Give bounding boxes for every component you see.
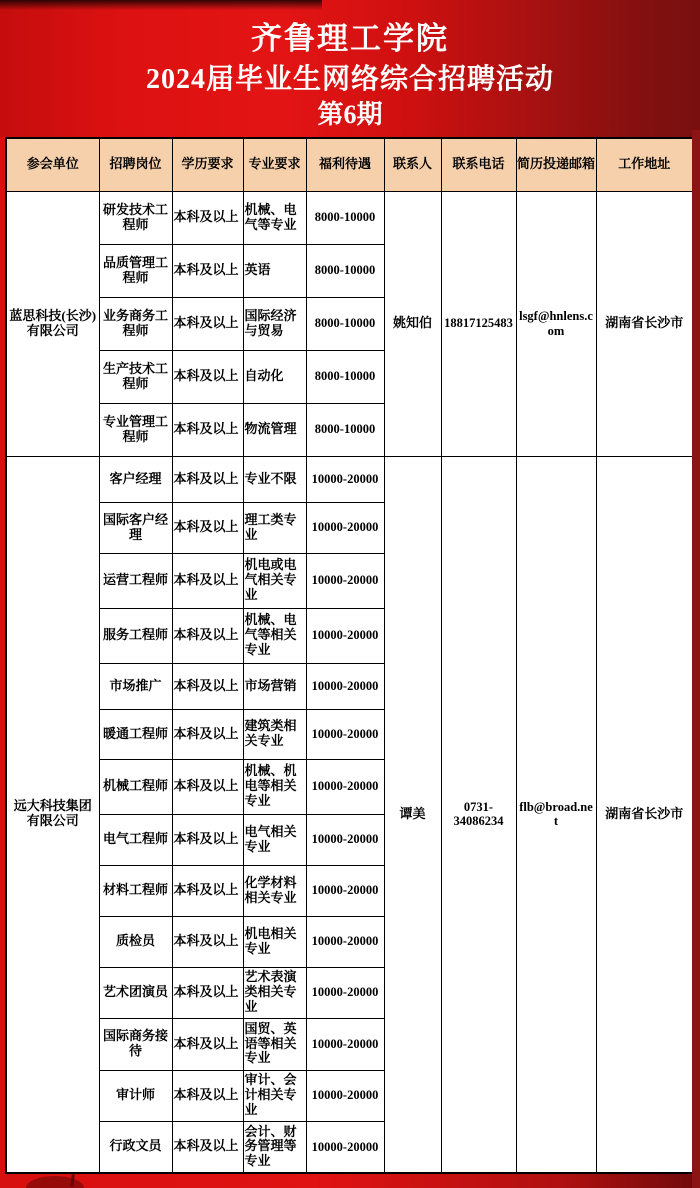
- header-phone: 联系电话: [441, 138, 516, 191]
- major-cell: 英语: [243, 244, 306, 297]
- salary-cell: 10000-20000: [306, 865, 384, 916]
- salary-cell: 10000-20000: [306, 916, 384, 967]
- education-cell: 本科及以上: [172, 191, 243, 244]
- education-cell: 本科及以上: [172, 1070, 243, 1121]
- company-name-cell: 远大科技集团有限公司: [6, 456, 99, 1173]
- salary-cell: 10000-20000: [306, 1070, 384, 1121]
- position-cell: 业务商务工程师: [99, 297, 172, 350]
- major-cell: 理工类专业: [243, 502, 306, 553]
- position-cell: 品质管理工程师: [99, 244, 172, 297]
- education-cell: 本科及以上: [172, 709, 243, 759]
- major-cell: 市场营销: [243, 663, 306, 709]
- major-cell: 艺术表演类相关专业: [243, 967, 306, 1018]
- salary-cell: 8000-10000: [306, 403, 384, 456]
- education-cell: 本科及以上: [172, 663, 243, 709]
- major-cell: 会计、财务管理等专业: [243, 1121, 306, 1173]
- contact-phone-cell: 0731-34086234: [441, 456, 516, 1173]
- header-position: 招聘岗位: [99, 138, 172, 191]
- education-cell: 本科及以上: [172, 244, 243, 297]
- work-address-cell: 湖南省长沙市: [596, 456, 693, 1173]
- salary-cell: 8000-10000: [306, 191, 384, 244]
- major-cell: 电气相关专业: [243, 814, 306, 865]
- major-cell: 机电相关专业: [243, 916, 306, 967]
- position-cell: 客户经理: [99, 456, 172, 502]
- position-cell: 暖通工程师: [99, 709, 172, 759]
- position-cell: 行政文员: [99, 1121, 172, 1173]
- education-cell: 本科及以上: [172, 297, 243, 350]
- salary-cell: 8000-10000: [306, 350, 384, 403]
- major-cell: 化学材料相关专业: [243, 865, 306, 916]
- salary-cell: 10000-20000: [306, 759, 384, 814]
- position-cell: 国际商务接待: [99, 1018, 172, 1070]
- education-cell: 本科及以上: [172, 759, 243, 814]
- salary-cell: 10000-20000: [306, 709, 384, 759]
- position-cell: 机械工程师: [99, 759, 172, 814]
- salary-cell: 8000-10000: [306, 244, 384, 297]
- event-title: 2024届毕业生网络综合招聘活动: [145, 64, 554, 96]
- header-education: 学历要求: [172, 138, 243, 191]
- major-cell: 机械、电气等专业: [243, 191, 306, 244]
- education-cell: 本科及以上: [172, 350, 243, 403]
- header-major: 专业要求: [243, 138, 306, 191]
- company-name-cell: 蓝思科技(长沙)有限公司: [6, 191, 99, 456]
- education-cell: 本科及以上: [172, 608, 243, 663]
- right-edge-strip: [692, 130, 700, 1188]
- event-issue: 第6期: [317, 99, 383, 129]
- salary-cell: 10000-20000: [306, 967, 384, 1018]
- education-cell: 本科及以上: [172, 1121, 243, 1173]
- header-address: 工作地址: [596, 138, 693, 191]
- major-cell: 机电或电气相关专业: [243, 553, 306, 608]
- recruitment-table: [5, 137, 694, 1174]
- major-cell: 物流管理: [243, 403, 306, 456]
- header-contact: 联系人: [384, 138, 441, 191]
- salary-cell: 10000-20000: [306, 553, 384, 608]
- position-cell: 审计师: [99, 1070, 172, 1121]
- education-cell: 本科及以上: [172, 456, 243, 502]
- salary-cell: 10000-20000: [306, 456, 384, 502]
- major-cell: 国际经济与贸易: [243, 297, 306, 350]
- salary-cell: 10000-20000: [306, 1121, 384, 1173]
- salary-cell: 10000-20000: [306, 502, 384, 553]
- position-cell: 艺术团演员: [99, 967, 172, 1018]
- major-cell: 审计、会计相关专业: [243, 1070, 306, 1121]
- education-cell: 本科及以上: [172, 865, 243, 916]
- resume-email-cell: flb@broad.net: [516, 456, 596, 1173]
- position-cell: 市场推广: [99, 663, 172, 709]
- table-row: [6, 191, 693, 244]
- major-cell: 自动化: [243, 350, 306, 403]
- position-cell: 服务工程师: [99, 608, 172, 663]
- position-cell: 质检员: [99, 916, 172, 967]
- major-cell: 机械、机电等相关专业: [243, 759, 306, 814]
- position-cell: 国际客户经理: [99, 502, 172, 553]
- major-cell: 建筑类相关专业: [243, 709, 306, 759]
- education-cell: 本科及以上: [172, 553, 243, 608]
- education-cell: 本科及以上: [172, 916, 243, 967]
- salary-cell: 8000-10000: [306, 297, 384, 350]
- position-cell: 电气工程师: [99, 814, 172, 865]
- education-cell: 本科及以上: [172, 814, 243, 865]
- salary-cell: 10000-20000: [306, 608, 384, 663]
- title-banner: [0, 0, 700, 137]
- header-email: 简历投递邮箱: [516, 138, 596, 191]
- position-cell: 专业管理工程师: [99, 403, 172, 456]
- contact-phone-cell: 18817125483: [441, 191, 516, 456]
- table-header-row: [6, 138, 693, 191]
- table-row: [6, 456, 693, 502]
- salary-cell: 10000-20000: [306, 1018, 384, 1070]
- contact-name-cell: 姚知伯: [384, 191, 441, 456]
- education-cell: 本科及以上: [172, 1018, 243, 1070]
- position-cell: 运营工程师: [99, 553, 172, 608]
- position-cell: 研发技术工程师: [99, 191, 172, 244]
- contact-name-cell: 谭美: [384, 456, 441, 1173]
- education-cell: 本科及以上: [172, 403, 243, 456]
- salary-cell: 10000-20000: [306, 814, 384, 865]
- header-salary: 福利待遇: [306, 138, 384, 191]
- education-cell: 本科及以上: [172, 967, 243, 1018]
- position-cell: 生产技术工程师: [99, 350, 172, 403]
- header-company: 参会单位: [6, 138, 99, 191]
- bottom-left-decoration: [26, 1176, 84, 1188]
- major-cell: 国贸、英语等相关专业: [243, 1018, 306, 1070]
- salary-cell: 10000-20000: [306, 663, 384, 709]
- position-cell: 材料工程师: [99, 865, 172, 916]
- work-address-cell: 湖南省长沙市: [596, 191, 693, 456]
- major-cell: 机械、电气等相关专业: [243, 608, 306, 663]
- major-cell: 专业不限: [243, 456, 306, 502]
- resume-email-cell: lsgf@hnlens.com: [516, 191, 596, 456]
- education-cell: 本科及以上: [172, 502, 243, 553]
- table-body: [6, 191, 693, 1173]
- school-name: 齐鲁理工学院: [251, 21, 449, 56]
